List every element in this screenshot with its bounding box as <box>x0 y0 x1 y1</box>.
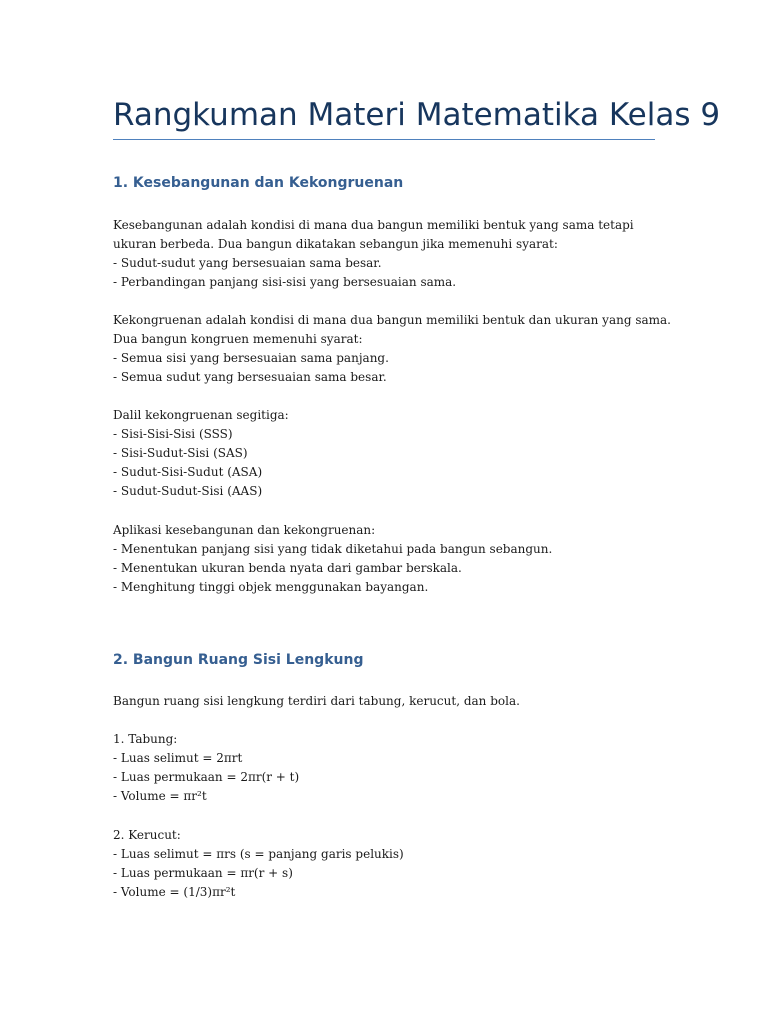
text-line: Dalil kekongruenan segitiga: <box>113 408 289 422</box>
text-line: Kekongruenan adalah kondisi di mana dua bangun memiliki bentuk dan ukuran yang sama. <box>113 313 671 327</box>
text-line: - Sudut-Sisi-Sudut (ASA) <box>113 465 263 479</box>
text-line: - Volume = (1/3)πr²t <box>113 885 236 899</box>
text-line: ukuran berbeda. Dua bangun dikatakan sebangun jika memenuhi syarat: <box>113 237 558 251</box>
section-heading-bangun-ruang: 2. Bangun Ruang Sisi Lengkung <box>113 652 364 668</box>
title-underline <box>113 139 655 140</box>
paragraph-tabung <box>113 730 299 806</box>
text-line: - Luas permukaan = πr(r + s) <box>113 866 293 880</box>
text-line: - Sisi-Sisi-Sisi (SSS) <box>113 427 233 441</box>
text-line: 1. Tabung: <box>113 732 178 746</box>
text-line: - Menghitung tinggi objek menggunakan bayangan. <box>113 580 429 594</box>
text-line: - Volume = πr²t <box>113 789 207 803</box>
text-line: - Luas permukaan = 2πr(r + t) <box>113 770 300 784</box>
text-line: - Luas selimut = 2πrt <box>113 751 243 765</box>
text-line: - Luas selimut = πrs (s = panjang garis pelukis) <box>113 847 404 861</box>
text-line: - Menentukan panjang sisi yang tidak diketahui pada bangun sebangun. <box>113 542 553 556</box>
paragraph-kekongruenan-definition <box>113 311 671 387</box>
paragraph-kerucut <box>113 826 404 902</box>
text-line: - Perbandingan panjang sisi-sisi yang bersesuaian sama. <box>113 275 457 289</box>
text-line: - Semua sudut yang bersesuaian sama besar. <box>113 370 387 384</box>
text-line: - Semua sisi yang bersesuaian sama panjang. <box>113 351 389 365</box>
text-line: Dua bangun kongruen memenuhi syarat: <box>113 332 363 346</box>
paragraph-dalil-segitiga <box>113 406 289 501</box>
text-line: 2. Kerucut: <box>113 828 181 842</box>
text-line: Kesebangunan adalah kondisi di mana dua bangun memiliki bentuk yang sama tetapi <box>113 218 634 232</box>
text-line: Bangun ruang sisi lengkung terdiri dari tabung, kerucut, dan bola. <box>113 694 520 708</box>
document-title: Rangkuman Materi Matematika Kelas 9 <box>113 97 721 133</box>
text-line: - Sisi-Sudut-Sisi (SAS) <box>113 446 248 460</box>
text-line: - Sudut-sudut yang bersesuaian sama besar. <box>113 256 382 270</box>
section-heading-kesebangunan: 1. Kesebangunan dan Kekongruenan <box>113 175 404 191</box>
paragraph-aplikasi <box>113 521 552 597</box>
text-line: - Menentukan ukuran benda nyata dari gambar berskala. <box>113 561 462 575</box>
text-line: - Sudut-Sudut-Sisi (AAS) <box>113 484 263 498</box>
paragraph-bangun-ruang-intro <box>113 692 520 711</box>
text-line: Aplikasi kesebangunan dan kekongruenan: <box>113 523 376 537</box>
paragraph-kesebangunan-definition <box>113 216 634 292</box>
